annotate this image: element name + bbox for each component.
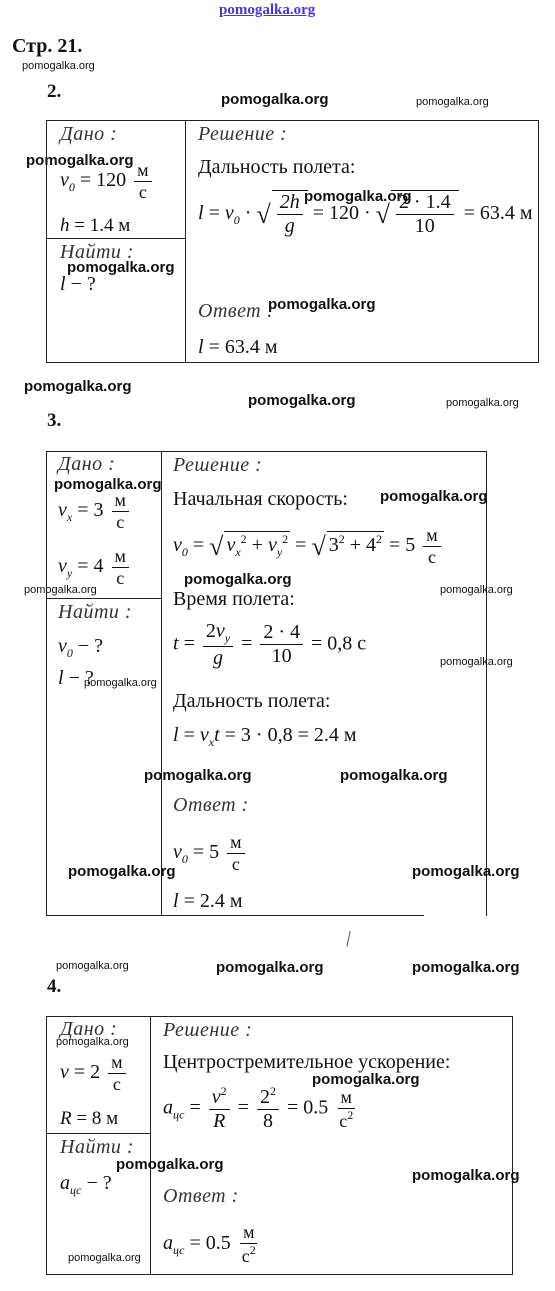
stray-mark xyxy=(346,931,352,947)
step-title: Дальность полета: xyxy=(198,156,356,178)
table-divider xyxy=(46,915,424,916)
watermark: pomogalka.org xyxy=(22,60,95,72)
page-title: Стр. 21. xyxy=(12,35,83,57)
watermark: pomogalka.org xyxy=(304,188,412,205)
find-acs: $a_{цс}$ − ? xyxy=(60,1172,112,1197)
watermark: pomogalka.org xyxy=(24,378,132,395)
find-l: l − ? xyxy=(58,667,94,689)
watermark: pomogalka.org xyxy=(68,863,176,880)
watermark: pomogalka.org xyxy=(26,152,134,169)
watermark: pomogalka.org xyxy=(268,296,376,313)
step-title: Центростремительное ускорение: xyxy=(163,1051,451,1073)
solution-label: Решение : xyxy=(198,123,288,145)
table-divider xyxy=(46,1133,151,1134)
watermark: pomogalka.org xyxy=(412,1167,520,1184)
find-label: Найти : xyxy=(60,241,135,263)
watermark: pomogalka.org xyxy=(412,863,520,880)
watermark: pomogalka.org xyxy=(24,584,97,596)
answer-label: Ответ : xyxy=(198,300,274,322)
find-l: l − ? xyxy=(60,273,96,295)
watermark: pomogalka.org xyxy=(56,1036,129,1048)
step-formula: $l = v_0$ · √ $\frac{2h}{g}$ = 120 · √ $\frac{2 \cdot 1.4}{10}$ = 63.4 м xyxy=(198,191,533,237)
answer-acs: $a_{цс} = 0.5$ $\frac{м}{с^2}$ xyxy=(163,1222,256,1266)
answer-v0: $v_0 = 5$ $\frac{м}{с}$ xyxy=(173,832,248,874)
table-divider xyxy=(161,451,162,916)
step-title: Время полета: xyxy=(173,588,295,610)
watermark: pomogalka.org xyxy=(144,767,252,784)
watermark: pomogalka.org xyxy=(312,1071,420,1088)
find-label: Найти : xyxy=(58,601,133,623)
solution-label: Решение : xyxy=(173,454,263,476)
table-divider xyxy=(46,238,186,239)
step-formula: $v_0$ = √ $v_x^2 + v_y^2$ = √ $3^2 + 4^2 = 5$ $\frac{м}{с}$ xyxy=(173,525,444,567)
answer-l: l = 63.4 м xyxy=(198,336,278,358)
watermark: pomogalka.org xyxy=(68,1252,141,1264)
given-R: R = 8 м xyxy=(60,1108,119,1129)
watermark: pomogalka.org xyxy=(184,571,292,588)
given-vx: $v_x = 3$ $\frac{м}{с}$ xyxy=(58,490,132,532)
answer-l: l = 2.4 м xyxy=(173,890,243,912)
watermark: pomogalka.org xyxy=(56,960,129,972)
watermark: pomogalka.org xyxy=(412,959,520,976)
step-formula: $l = v_xt = 3 \cdot 0,8 = 2.4$ м xyxy=(173,724,357,749)
watermark: pomogalka.org xyxy=(67,259,175,276)
answer-label: Ответ : xyxy=(173,794,249,816)
watermark: pomogalka.org xyxy=(340,767,448,784)
solution-label: Решение : xyxy=(163,1019,253,1041)
problem-number: 4. xyxy=(47,976,62,997)
table-divider xyxy=(185,120,186,363)
watermark: pomogalka.org xyxy=(248,392,356,409)
watermark: pomogalka.org xyxy=(216,959,324,976)
watermark: pomogalka.org xyxy=(380,488,488,505)
watermark: pomogalka.org xyxy=(440,584,513,596)
watermark: pomogalka.org xyxy=(116,1156,224,1173)
watermark: pomogalka.org xyxy=(446,397,519,409)
given-label: Дано : xyxy=(58,453,116,475)
find-label: Найти : xyxy=(60,1136,135,1158)
table-divider xyxy=(150,1016,151,1275)
given-v0: $v_0 = 120$ $\frac{м}{с}$ xyxy=(60,160,155,202)
site-header-link[interactable]: pomogalka.org xyxy=(219,2,316,18)
given-h: h = 1.4 м xyxy=(60,215,131,236)
step-formula: t = $\frac{2v_y}{g}$ = $\frac{2 \cdot 4}{10}$ = 0,8 с xyxy=(173,620,367,669)
watermark: pomogalka.org xyxy=(440,656,513,668)
given-label: Дано : xyxy=(60,123,118,145)
step-title: Начальная скорость: xyxy=(173,488,348,510)
answer-label: Ответ : xyxy=(163,1185,239,1207)
watermark: pomogalka.org xyxy=(416,96,489,108)
watermark: pomogalka.org xyxy=(221,91,329,108)
find-v0: $v_0$ − ? xyxy=(58,635,104,660)
watermark: pomogalka.org xyxy=(54,476,162,493)
problem-number: 3. xyxy=(47,410,62,431)
table-divider xyxy=(46,598,162,599)
step-formula: $a_{цс}$ = $\frac{v^2}{R}$ = $\frac{2^2}{8}$ = 0.5 $\frac{м}{с^2}$ xyxy=(163,1084,354,1132)
given-v: v = 2 $\frac{м}{с}$ xyxy=(60,1052,129,1094)
given-label: Дано : xyxy=(60,1018,118,1040)
watermark: pomogalka.org xyxy=(84,677,157,689)
given-vy: $v_y = 4$ $\frac{м}{с}$ xyxy=(58,546,132,588)
problem-number: 2. xyxy=(47,81,62,102)
step-title: Дальность полета: xyxy=(173,690,331,712)
